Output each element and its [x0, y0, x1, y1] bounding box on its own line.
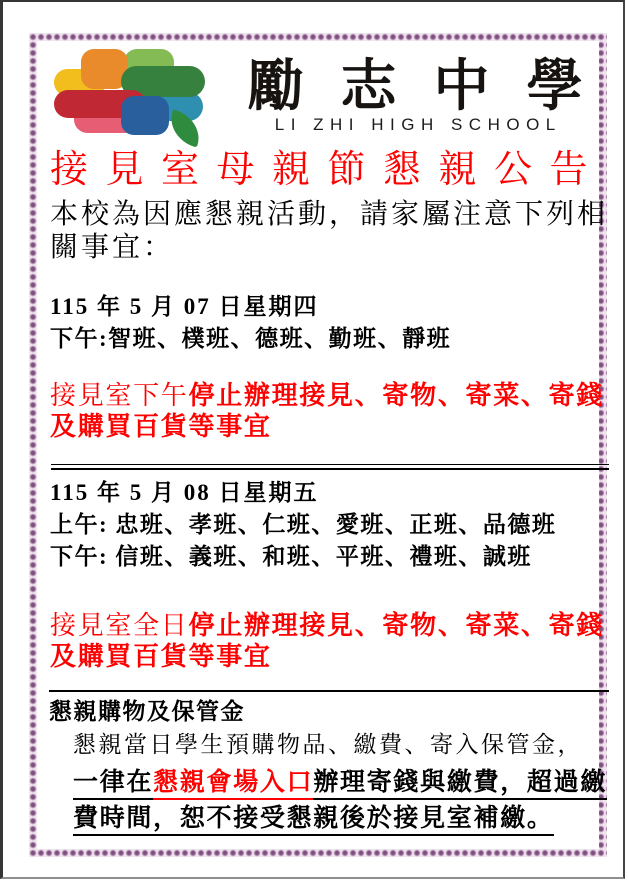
day1-date: 115 年 5 月 07 日星期四: [50, 294, 319, 319]
day2-notice-emphasis: 停止辦理接見、寄物、寄菜、寄錢及購買百貨等事宜: [50, 611, 605, 671]
day2-morning-classes: 上午: 忠班、孝班、仁班、愛班、正班、品德班: [50, 512, 557, 537]
announcement-title: 接見室母親節懇親公告: [50, 149, 606, 191]
deposit-underlined-post: 辦理寄錢與繳費，超過繳費時間，恕不接受懇親後於接見室補繳。: [73, 769, 607, 836]
day2-notice: [50, 610, 610, 672]
announcement-content: [47, 47, 620, 849]
day2-notice-prefix: 接見室全日: [50, 611, 189, 640]
deposit-section: [47, 698, 608, 837]
deposit-line1: 懇親當日學生預購物品、繳費、寄入保管金，: [73, 732, 583, 757]
day1-afternoon-classes: 下午:智班、樸班、德班、勤班、靜班: [50, 326, 452, 351]
day2-date: 115 年 5 月 08 日星期五: [50, 480, 319, 505]
day1-notice: [50, 380, 610, 442]
school-name-english: LI ZHI HIGH SCHOOL: [274, 115, 562, 135]
logo-navy-petal: [121, 96, 169, 135]
single-line-divider: [49, 690, 609, 692]
decorative-border: [29, 33, 620, 857]
intro-paragraph: 本校為因應懇親活動，請家屬注意下列相關事宜：: [50, 199, 609, 263]
school-title-block: [219, 47, 620, 135]
day1-notice-emphasis: 停止辦理接見、寄物、寄菜、寄錢及購買百貨等事宜: [50, 381, 605, 441]
deposit-heading: 懇親購物及保管金: [49, 699, 245, 724]
school-name: 勵志中學: [247, 54, 620, 117]
deposit-underlined-pre: 一律在: [73, 769, 153, 800]
deposit-underlined-text: [73, 765, 611, 837]
day2-afternoon-classes: 下午: 信班、義班、和班、平班、禮班、誠班: [50, 544, 532, 569]
day1-notice-prefix: 接見室下午: [50, 381, 189, 410]
school-header: [47, 47, 620, 139]
school-logo-icon: [54, 49, 206, 144]
deposit-underlined-red: 懇親會場入口: [153, 769, 313, 800]
double-line-divider: [51, 464, 609, 470]
